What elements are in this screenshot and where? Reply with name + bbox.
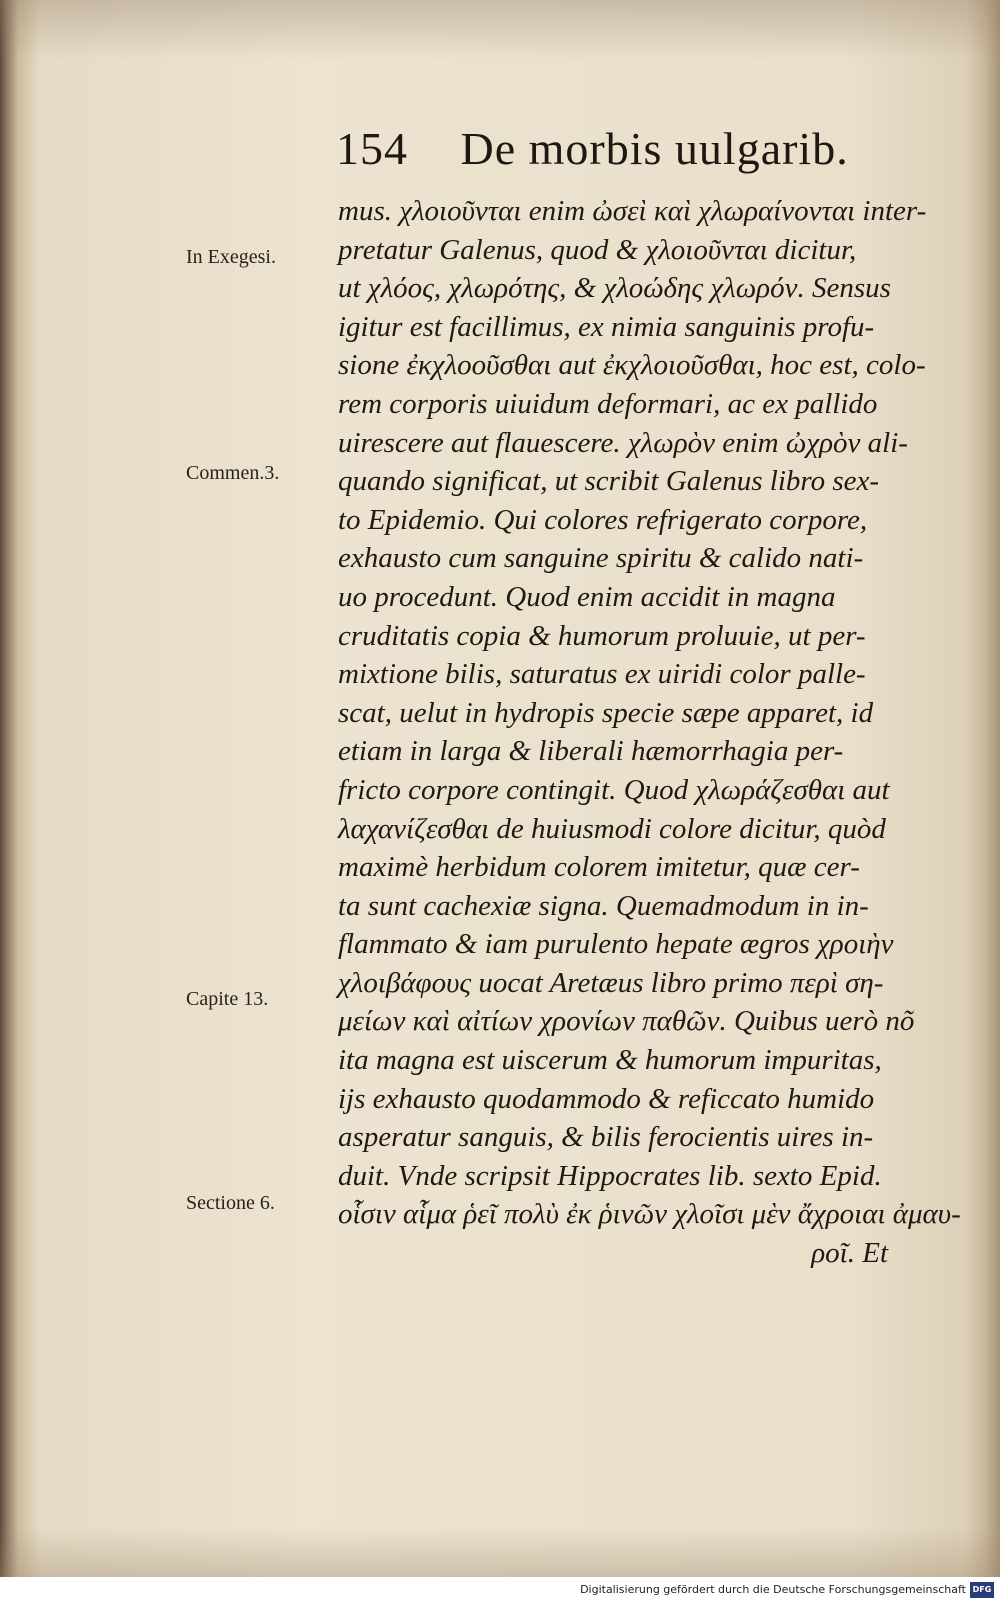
body-text	[338, 192, 961, 1273]
text-line: uirescere aut flauescere. χλωρὸν enim ὠχρὸν ali-	[338, 426, 908, 459]
text-line: fricto corpore contingit. Quod χλωράζεσθαι aut	[338, 773, 890, 806]
text-line: pretatur Galenus, quod & χλοιοῦνται dicitur,	[338, 233, 857, 266]
digitization-footer	[0, 1578, 1000, 1605]
text-line: rem corporis uiuidum deformari, ac ex pallido	[338, 387, 878, 420]
dfg-logo-icon: DFG	[970, 1582, 994, 1598]
text-line: scat, uelut in hydropis specie sæpe apparet, id	[338, 696, 874, 729]
page-number: 154	[336, 123, 408, 174]
catchword-line: ροῖ. Et	[811, 1237, 888, 1270]
margin-note: Sectione 6.	[186, 1192, 275, 1214]
text-line: sione ἐκχλοοῦσθαι aut ἐκχλοιοῦσθαι, hoc est, colo-	[338, 349, 926, 382]
text-line: exhausto cum sanguine spiritu & calido nati-	[338, 542, 864, 575]
running-header	[336, 122, 849, 175]
text-line: λαχανίζεσθαι de huiusmodi colore dicitur, quòd	[338, 812, 886, 845]
text-line: cruditatis copia & humorum proluuie, ut per-	[338, 619, 866, 652]
text-line: asperatur sanguis, & bilis ferocientis uires in-	[338, 1121, 874, 1154]
funding-credit: Digitalisierung gefördert durch die Deutsche Forschungsgemeinschaft	[580, 1583, 966, 1596]
text-line: ta sunt cachexiæ signa. Quemadmodum in in-	[338, 889, 869, 922]
text-line: ita magna est uiscerum & humorum impuritas,	[338, 1044, 882, 1077]
text-line: duit. Vnde scripsit Hippocrates lib. sexto Epid.	[338, 1159, 882, 1192]
text-line: quando significat, ut scribit Galenus libro sex-	[338, 465, 880, 498]
text-line: mus. χλοιοῦνται enim ὠσεὶ καὶ χλωραίνονται inter-	[338, 195, 927, 227]
text-line: igitur est facillimus, ex nimia sanguinis profu-	[338, 310, 875, 343]
text-line: χλοιβάφους uocat Aretæus libro primo περὶ ση-	[338, 966, 884, 999]
text-line: μείων καὶ αἰτίων χρονίων παθῶν. Quibus uerò nõ	[338, 1005, 915, 1038]
text-line: ijs exhausto quodammodo & reficcato humido	[338, 1082, 875, 1115]
margin-note: Commen.3.	[186, 462, 280, 484]
text-line: etiam in larga & liberali hæmorrhagia per-	[338, 735, 844, 768]
text-line: οἷσιν αἷμα ῥεῖ πολὺ ἐκ ῥινῶν χλοῖσι μὲν ἄχροιαι ἀμαυ-	[338, 1198, 961, 1231]
text-line: flammato & iam purulento hepate ægros χροιὴν	[338, 928, 894, 961]
text-line: to Epidemio. Qui colores refrigerato corpore,	[338, 503, 868, 536]
text-line: uo procedunt. Quod enim accidit in magna	[338, 580, 836, 613]
text-line: mixtione bilis, saturatus ex uiridi color palle-	[338, 658, 866, 691]
running-title: De morbis uulgarib.	[460, 123, 849, 174]
margin-note: In Exegesi.	[186, 246, 276, 268]
text-line: ut χλόος, χλωρότης, & χλοώδης χλωρόν. Sensus	[338, 272, 891, 305]
text-line: maximè herbidum colorem imitetur, quæ cer-	[338, 851, 860, 884]
margin-note: Capite 13.	[186, 988, 269, 1010]
